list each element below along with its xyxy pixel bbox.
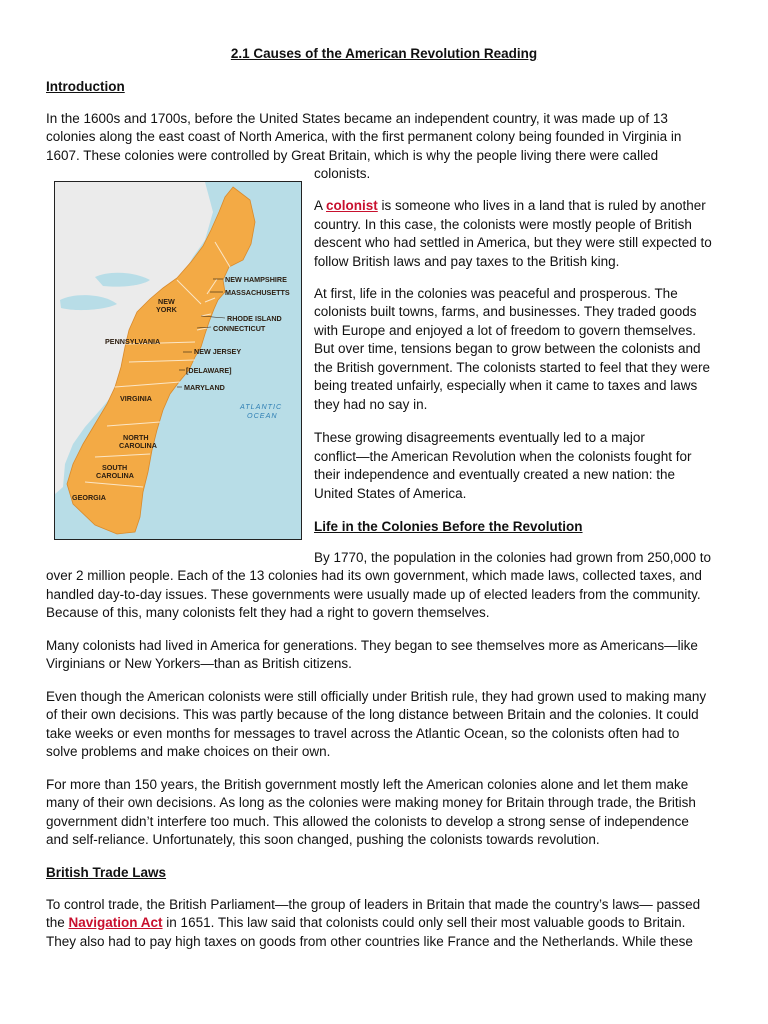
paragraph-line (46, 914, 685, 933)
paragraph-line: descent who had settled in America, but they were still expected to (314, 235, 712, 250)
label-georgia: GEORGIA (72, 493, 106, 502)
label-connecticut: CONNECTICUT (213, 324, 266, 333)
text-fragment: A (314, 198, 327, 213)
label-maryland: MARYLAND (184, 383, 225, 392)
thirteen-colonies-map (54, 181, 302, 540)
paragraph-line: being treated unfairly, especially when it came to taxes and laws (314, 378, 698, 393)
paragraph-line: Many colonists had lived in America for generations. They began to see themselves more as Americans—like (46, 638, 698, 653)
label-rhode-island: RHODE ISLAND (227, 314, 282, 323)
paragraph-line: By 1770, the population in the colonies had grown from 250,000 to (314, 550, 712, 565)
paragraph-line: the British government. The colonists started to feel that they were (314, 360, 710, 375)
paragraph-line: In the 1600s and 1700s, before the United States became an independent country, it was made up of 13 (46, 111, 668, 126)
label-new-york-line1: NEW (158, 297, 175, 306)
navigation-act-link[interactable]: Navigation Act (68, 915, 163, 930)
paragraph-line: colonists built towns, farms, and businesses. They traded goods (314, 304, 697, 319)
label-virginia: VIRGINIA (120, 394, 152, 403)
label-atlantic: ATLANTIC (240, 402, 283, 411)
paragraph-line: They also had to pay high taxes on goods from other countries like France and the Netherlands. While these (46, 934, 693, 949)
paragraph-line: But over time, tensions began to grow between the colonists and (314, 341, 701, 356)
paragraph-line: Virginians or New Yorkers—than as British citizens. (46, 656, 352, 671)
text-fragment: in 1651. This law said that colonists could only sell their most valuable goods to Britain. (162, 915, 686, 930)
paragraph-line: many of their own decisions. As long as the colonies were making money for Britain through trade, the British (46, 795, 696, 810)
paragraph-line: These growing disagreements eventually led to a major (314, 430, 645, 445)
paragraph-line: government didn’t interfere too much. This allowed the colonists to develop a strong sense of independence (46, 814, 689, 829)
label-south-carolina-line1: SOUTH (102, 463, 128, 472)
document-title: 2.1 Causes of the American Revolution Reading (230, 46, 538, 61)
label-north-carolina-line2: CAROLINA (119, 441, 157, 450)
label-new-jersey: NEW JERSEY (194, 347, 242, 356)
paragraph-line: country. In this case, the colonists were mostly people of British (314, 217, 692, 232)
paragraph-line: conflict—the American Revolution when the colonists fought for (314, 449, 692, 464)
paragraph-line (314, 197, 706, 216)
paragraph-line: Even though the American colonists were still officially under British rule, they had grown used to making many (46, 689, 707, 704)
paragraph-line: and self-reliance. Unfortunately, this soon changed, pushing the colonists towards revolution. (46, 832, 600, 847)
paragraph-line: over 2 million people. Each of the 13 colonies had its own government, which made laws, collected taxes, and (46, 568, 702, 583)
paragraph-line: solve problems and make choices on their own. (46, 744, 331, 759)
section-heading-british-trade-laws: British Trade Laws (46, 865, 167, 880)
paragraph-line: handled day-to-day issues. These governments were usually made up of elected leaders from the community. (46, 587, 701, 602)
paragraph-line: 1607. These colonies were controlled by Great Britain, which is why the people living there were called (46, 148, 659, 163)
paragraph-line: they had no say in. (314, 397, 428, 412)
paragraph-line: To control trade, the British Parliament—the group of leaders in Britain that made the country’s laws— passed (46, 897, 701, 912)
label-delaware: [DELAWARE] (186, 366, 232, 375)
paragraph-line: follow British laws and pay taxes to the British king. (314, 254, 620, 269)
paragraph-line: colonies along the east coast of North America, with the first permanent colony being founded in Virginia in (46, 129, 682, 144)
label-massachusetts: MASSACHUSETTS (225, 288, 290, 297)
paragraph-line: United States of America. (314, 486, 467, 501)
section-heading-introduction: Introduction (46, 79, 125, 94)
paragraph-line: colonists. (314, 166, 371, 181)
paragraph-line: take weeks or even months for messages to travel across the Atlantic Ocean, so the colonists often had to (46, 726, 680, 741)
label-pennsylvania: PENNSYLVANIA (105, 337, 161, 346)
label-north-carolina-line1: NORTH (123, 433, 149, 442)
section-heading-life-in-colonies: Life in the Colonies Before the Revolution (314, 519, 583, 534)
label-ocean: OCEAN (247, 411, 278, 420)
colonies-map-svg (55, 182, 301, 539)
paragraph-line: of their own decisions. This was partly because of the long distance between Britain and the colonies. It could (46, 707, 699, 722)
paragraph-line: Because of this, many colonists felt they had a right to govern themselves. (46, 605, 490, 620)
label-new-hampshire: NEW HAMPSHIRE (225, 275, 287, 284)
paragraph-line: with Europe and enjoyed a lot of freedom to govern themselves. (314, 323, 696, 338)
text-fragment: is someone who lives in a land that is ruled by another (377, 198, 706, 213)
label-new-york-line2: YORK (156, 305, 177, 314)
paragraph-line: their independence and eventually created a new nation: the (314, 467, 676, 482)
label-south-carolina-line2: CAROLINA (96, 471, 134, 480)
colonist-link[interactable]: colonist (326, 198, 378, 213)
text-fragment: the (46, 915, 69, 930)
paragraph-line: For more than 150 years, the British government mostly left the American colonies alone and let them make (46, 777, 689, 792)
paragraph-line: At first, life in the colonies was peaceful and prosperous. The (314, 286, 678, 301)
